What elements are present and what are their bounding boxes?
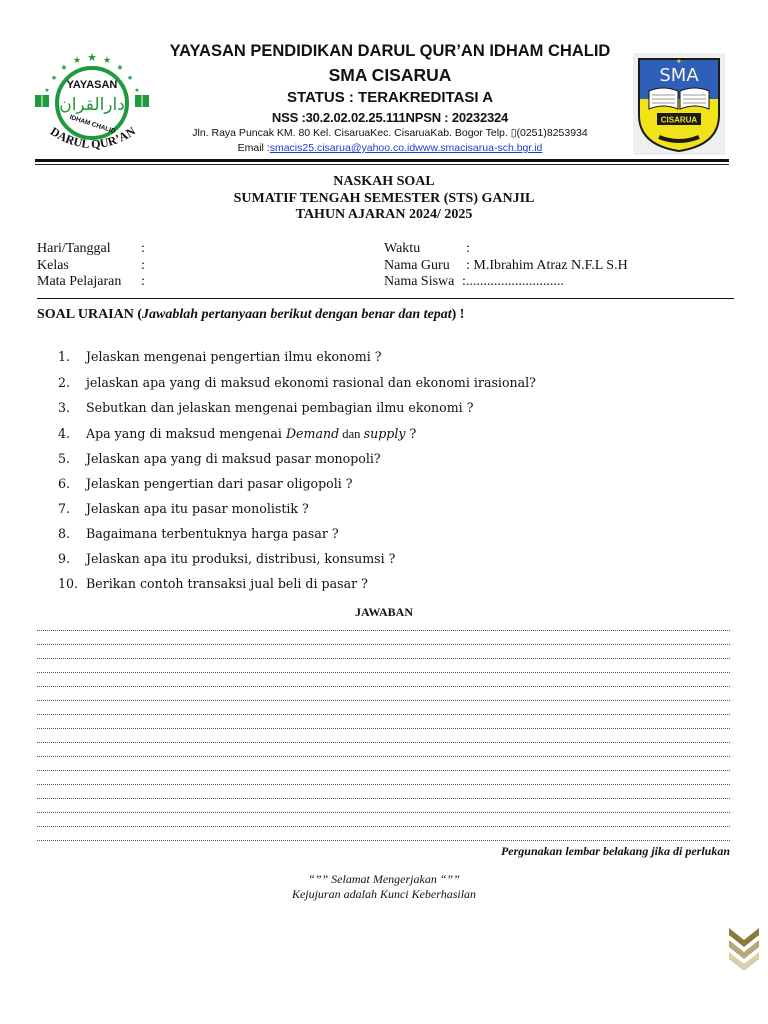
school-name: SMA CISARUA <box>328 65 452 85</box>
svg-text:★: ★ <box>676 59 682 65</box>
answer-line[interactable] <box>37 700 730 701</box>
svg-text:CISARUA: CISARUA <box>660 115 698 125</box>
svg-text:★: ★ <box>116 63 124 72</box>
question-item: 8. Bagaimana terbentuknya harga pasar ? <box>58 526 339 541</box>
answer-line[interactable] <box>37 644 730 645</box>
svg-text:★: ★ <box>44 88 50 94</box>
answer-line[interactable] <box>37 672 730 673</box>
question-item: 7. Jelaskan apa itu pasar monolistik ? <box>58 501 309 516</box>
closing-motto: Kejujuran adalah Kunci Keberhasilan <box>291 887 477 901</box>
info-waktu: Waktu : <box>384 241 470 256</box>
svg-text:دارالقران: دارالقران <box>59 95 125 115</box>
info-hari-tanggal: Hari/Tanggal : <box>37 241 145 256</box>
answer-line[interactable] <box>37 714 730 715</box>
back-page-note: Pergunakan lembar belakang jika di perlukan <box>500 844 730 858</box>
answer-line[interactable] <box>37 728 730 729</box>
question-item: 3. Sebutkan dan jelaskan mengenai pembagian ilmu ekonomi ? <box>58 400 474 415</box>
answer-line[interactable] <box>37 756 730 757</box>
accreditation-status: STATUS : TERAKREDITASI A <box>286 89 494 106</box>
info-kelas: Kelas : <box>37 258 145 273</box>
closing-greeting: “”” Selamat Mengerjakan “”” <box>308 872 460 886</box>
answer-line[interactable] <box>37 630 730 631</box>
svg-text:★: ★ <box>72 55 82 65</box>
svg-text:★: ★ <box>126 74 134 82</box>
svg-text:★: ★ <box>102 55 112 65</box>
header-rule-thin <box>35 164 729 165</box>
info-divider <box>37 298 734 299</box>
question-item: 9. Jelaskan apa itu produksi, distribusi, konsumsi ? <box>58 551 396 566</box>
answer-heading: JAWABAN <box>354 605 413 619</box>
exam-name: SUMATIF TENGAH SEMESTER (STS) GANJIL <box>233 191 535 206</box>
section-heading: SOAL URAIAN (Jawablah pertanyaan berikut dengan benar dan tepat) ! <box>37 307 465 322</box>
scroll-down-chevron-icon[interactable] <box>727 926 761 972</box>
question-item: 10. Berikan contoh transaksi jual beli di pasar ? <box>58 576 368 591</box>
nss-npsn: NSS :30.2.02.02.25.111NPSN : 20232324 <box>271 110 509 125</box>
svg-text:IDHAM CHALID: IDHAM CHALID <box>68 113 117 136</box>
section-instruction: Jawablah pertanyaan berikut dengan benar dan tepat <box>142 307 452 322</box>
svg-text:★: ★ <box>60 63 68 72</box>
yayasan-logo <box>30 48 155 158</box>
svg-text:★: ★ <box>134 88 140 94</box>
info-nama-siswa: Nama Siswa :............................ <box>384 274 564 289</box>
school-address: Jln. Raya Puncak KM. 80 Kel. CisaruaKec. CisaruaKab. Bogor Telp. ▯(0251)8253934 <box>192 127 588 139</box>
info-nama-guru: Nama Guru : M.Ibrahim Atraz N.F.L S.H <box>384 258 628 273</box>
answer-line[interactable] <box>37 742 730 743</box>
header-rule-thick <box>35 159 729 162</box>
teacher-name: M.Ibrahim Atraz N.F.L S.H <box>473 258 628 273</box>
question-item: 4. Apa yang di maksud mengenai Demand dan supply ? <box>58 426 417 441</box>
svg-text:SMA: SMA <box>659 65 699 86</box>
school-contact <box>150 142 630 154</box>
svg-text:★: ★ <box>50 74 58 82</box>
question-item: 1. Jelaskan mengenai pengertian ilmu ekonomi ? <box>58 349 382 364</box>
answer-line[interactable] <box>37 658 730 659</box>
answer-line[interactable] <box>37 770 730 771</box>
question-item: 2. jelaskan apa yang di maksud ekonomi rasional dan ekonomi irasional? <box>58 375 536 390</box>
logo-yayasan-text: YAYASAN <box>66 79 118 91</box>
question-item: 5. Jelaskan apa yang di maksud pasar monopoli? <box>58 451 381 466</box>
student-name-field[interactable]: ............................ <box>465 274 564 289</box>
doc-title: NASKAH SOAL <box>333 174 435 189</box>
answer-line[interactable] <box>37 840 730 841</box>
svg-text:DARUL QUR’AN: DARUL QUR’AN <box>47 123 138 152</box>
term-demand: Demand <box>285 426 340 441</box>
academic-year: TAHUN AJARAN 2024/ 2025 <box>295 207 473 222</box>
info-mata-pelajaran: Mata Pelajaran : <box>37 274 145 289</box>
answer-line[interactable] <box>37 798 730 799</box>
answer-line[interactable] <box>37 784 730 785</box>
sma-cisarua-logo <box>633 53 725 155</box>
answer-line[interactable] <box>37 826 730 827</box>
svg-text:★: ★ <box>87 52 97 64</box>
email-website-link[interactable]: smacis25.cisarua@yahoo.co.idwww.smacisarua-sch.bgr.id <box>269 142 543 154</box>
answer-line[interactable] <box>37 812 730 813</box>
question-item: 6. Jelaskan pengertian dari pasar oligopoli ? <box>58 476 353 491</box>
email-label: Email : <box>237 142 270 154</box>
term-supply: supply <box>363 426 406 441</box>
answer-line[interactable] <box>37 686 730 687</box>
foundation-name: YAYASAN PENDIDIKAN DARUL QUR’AN IDHAM CHALID <box>169 42 611 60</box>
